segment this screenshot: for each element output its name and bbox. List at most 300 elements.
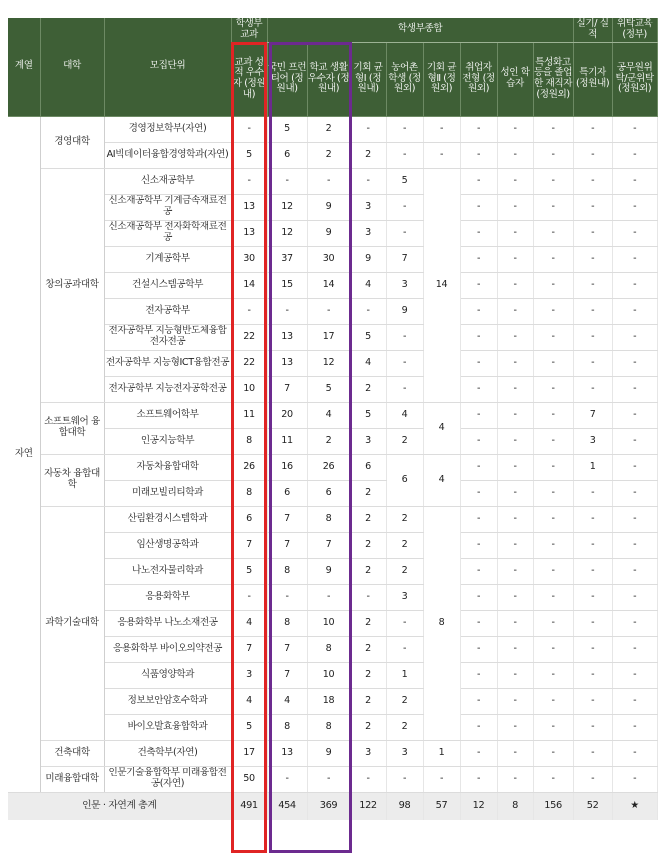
- merged-value-cell: 6: [386, 454, 423, 506]
- value-cell: 6: [350, 454, 386, 480]
- value-cell: 8: [307, 506, 350, 532]
- value-cell: 7: [307, 532, 350, 558]
- value-cell: -: [350, 298, 386, 324]
- value-cell: 7: [267, 506, 307, 532]
- value-cell: 8: [307, 636, 350, 662]
- value-cell: 26: [231, 454, 267, 480]
- value-cell: -: [497, 350, 533, 376]
- value-cell: -: [612, 402, 657, 428]
- value-cell: -: [573, 168, 612, 194]
- value-cell: -: [460, 324, 497, 350]
- table-row: [8, 584, 657, 610]
- value-cell: 15: [267, 272, 307, 298]
- value-cell: 11: [231, 402, 267, 428]
- value-cell: -: [612, 480, 657, 506]
- table-row: [8, 480, 657, 506]
- value-cell: 7: [231, 636, 267, 662]
- header-col-10: 공무원위탁/군위탁 (정원외): [612, 42, 657, 116]
- value-cell: -: [573, 298, 612, 324]
- value-cell: 8: [267, 610, 307, 636]
- value-cell: -: [533, 740, 573, 766]
- total-value-cell: 491: [231, 792, 267, 820]
- value-cell: 8: [231, 428, 267, 454]
- value-cell: -: [497, 532, 533, 558]
- value-cell: 14: [307, 272, 350, 298]
- value-cell: -: [533, 350, 573, 376]
- value-cell: 6: [267, 142, 307, 168]
- table-row: [8, 636, 657, 662]
- value-cell: 2: [350, 610, 386, 636]
- value-cell: 8: [231, 480, 267, 506]
- value-cell: -: [573, 324, 612, 350]
- header-col-4: 농어촌 학생 (정원외): [386, 42, 423, 116]
- table-row: [8, 428, 657, 454]
- value-cell: 16: [267, 454, 307, 480]
- unit-cell: 나노전자물리학과: [104, 558, 231, 584]
- value-cell: -: [497, 662, 533, 688]
- value-cell: 2: [350, 662, 386, 688]
- value-cell: -: [612, 298, 657, 324]
- value-cell: 13: [267, 324, 307, 350]
- table-row: [8, 142, 657, 168]
- value-cell: -: [460, 766, 497, 792]
- value-cell: -: [573, 116, 612, 142]
- value-cell: 7: [386, 246, 423, 272]
- value-cell: -: [497, 272, 533, 298]
- value-cell: -: [350, 168, 386, 194]
- value-cell: -: [612, 584, 657, 610]
- value-cell: -: [460, 610, 497, 636]
- unit-cell: 전자공학부 지능형반도체융합전자전공: [104, 324, 231, 350]
- header-group-wetak: 위탁교육 (정부): [612, 18, 657, 42]
- value-cell: -: [497, 480, 533, 506]
- unit-cell: 바이오발효융합학과: [104, 714, 231, 740]
- unit-cell: 건설시스템공학부: [104, 272, 231, 298]
- table-row: [8, 220, 657, 246]
- unit-cell: 전자공학부 지능전자공학전공: [104, 376, 231, 402]
- value-cell: -: [533, 714, 573, 740]
- table-row: [8, 662, 657, 688]
- value-cell: -: [497, 714, 533, 740]
- unit-cell: 소프트웨어학부: [104, 402, 231, 428]
- value-cell: -: [460, 376, 497, 402]
- value-cell: -: [612, 714, 657, 740]
- value-cell: 4: [231, 610, 267, 636]
- header-col-8: 특성화고 등을 졸업한 재직자 (정원외): [533, 42, 573, 116]
- value-cell: -: [460, 454, 497, 480]
- value-cell: 2: [350, 532, 386, 558]
- value-cell: 2: [307, 428, 350, 454]
- table-row: [8, 168, 657, 194]
- table-row: [8, 766, 657, 792]
- value-cell: -: [573, 194, 612, 220]
- header-unit: 모집단위: [104, 18, 231, 116]
- value-cell: -: [533, 116, 573, 142]
- value-cell: -: [533, 610, 573, 636]
- value-cell: -: [460, 168, 497, 194]
- value-cell: -: [267, 584, 307, 610]
- value-cell: -: [497, 740, 533, 766]
- value-cell: 12: [267, 220, 307, 246]
- value-cell: -: [573, 480, 612, 506]
- value-cell: -: [497, 246, 533, 272]
- value-cell: 4: [386, 402, 423, 428]
- college-cell: 건축대학: [40, 740, 104, 766]
- value-cell: -: [307, 168, 350, 194]
- total-value-cell: 52: [573, 792, 612, 820]
- value-cell: 6: [231, 506, 267, 532]
- table-row: [8, 194, 657, 220]
- value-cell: 17: [307, 324, 350, 350]
- table-row: [8, 350, 657, 376]
- value-cell: -: [497, 376, 533, 402]
- value-cell: -: [497, 324, 533, 350]
- value-cell: 1: [423, 740, 460, 766]
- value-cell: -: [350, 584, 386, 610]
- value-cell: 4: [267, 688, 307, 714]
- value-cell: 2: [386, 714, 423, 740]
- value-cell: -: [612, 142, 657, 168]
- total-label: 인문 · 자연계 총계: [8, 792, 231, 820]
- value-cell: -: [612, 766, 657, 792]
- college-cell: 창의공과대학: [40, 168, 104, 402]
- value-cell: -: [460, 272, 497, 298]
- value-cell: -: [573, 220, 612, 246]
- value-cell: -: [231, 168, 267, 194]
- header-col-7: 성인 학습자: [497, 42, 533, 116]
- table-row: [8, 714, 657, 740]
- value-cell: 11: [267, 428, 307, 454]
- value-cell: 9: [307, 194, 350, 220]
- value-cell: -: [533, 636, 573, 662]
- value-cell: -: [573, 688, 612, 714]
- college-cell: 자동차 융합대학: [40, 454, 104, 506]
- table-row: [8, 246, 657, 272]
- header-group-silgi: 실기/ 실적: [573, 18, 612, 42]
- value-cell: -: [612, 662, 657, 688]
- value-cell: -: [386, 376, 423, 402]
- value-cell: -: [533, 272, 573, 298]
- merged-value-cell: 4: [423, 402, 460, 454]
- value-cell: -: [460, 220, 497, 246]
- college-cell: 과학기술대학: [40, 506, 104, 740]
- value-cell: 8: [267, 558, 307, 584]
- value-cell: 5: [231, 558, 267, 584]
- unit-cell: 응용화학부 바이오의약전공: [104, 636, 231, 662]
- header-group-jonghap: 학생부종합: [267, 18, 573, 42]
- value-cell: -: [612, 116, 657, 142]
- value-cell: -: [497, 454, 533, 480]
- unit-cell: 자동차융합대학: [104, 454, 231, 480]
- value-cell: -: [573, 740, 612, 766]
- value-cell: -: [612, 610, 657, 636]
- value-cell: -: [573, 506, 612, 532]
- value-cell: -: [460, 428, 497, 454]
- unit-cell: 응용화학부: [104, 584, 231, 610]
- value-cell: 3: [231, 662, 267, 688]
- value-cell: 2: [386, 506, 423, 532]
- total-value-cell: 57: [423, 792, 460, 820]
- value-cell: -: [612, 272, 657, 298]
- value-cell: -: [612, 350, 657, 376]
- value-cell: -: [460, 740, 497, 766]
- value-cell: -: [386, 636, 423, 662]
- value-cell: -: [423, 116, 460, 142]
- value-cell: 12: [267, 194, 307, 220]
- value-cell: -: [386, 142, 423, 168]
- table-row: [8, 298, 657, 324]
- total-value-cell: 12: [460, 792, 497, 820]
- value-cell: -: [497, 402, 533, 428]
- total-value-cell: 98: [386, 792, 423, 820]
- value-cell: -: [497, 636, 533, 662]
- header-col-2: 학교 생활 우수자 (정원내): [307, 42, 350, 116]
- total-value-cell: 8: [497, 792, 533, 820]
- value-cell: 5: [231, 714, 267, 740]
- value-cell: 4: [231, 688, 267, 714]
- value-cell: -: [612, 220, 657, 246]
- value-cell: 20: [267, 402, 307, 428]
- value-cell: 2: [350, 714, 386, 740]
- value-cell: -: [460, 350, 497, 376]
- unit-cell: 정보보안암호수학과: [104, 688, 231, 714]
- value-cell: 2: [350, 636, 386, 662]
- value-cell: -: [533, 376, 573, 402]
- value-cell: -: [533, 532, 573, 558]
- value-cell: -: [533, 168, 573, 194]
- value-cell: -: [533, 662, 573, 688]
- value-cell: -: [460, 636, 497, 662]
- table-row: [8, 272, 657, 298]
- value-cell: -: [573, 142, 612, 168]
- value-cell: 2: [386, 558, 423, 584]
- value-cell: 2: [307, 142, 350, 168]
- value-cell: 14: [231, 272, 267, 298]
- unit-cell: 임산생명공학과: [104, 532, 231, 558]
- value-cell: -: [612, 194, 657, 220]
- value-cell: 9: [350, 246, 386, 272]
- value-cell: -: [573, 662, 612, 688]
- value-cell: -: [612, 428, 657, 454]
- value-cell: -: [460, 116, 497, 142]
- value-cell: -: [612, 740, 657, 766]
- value-cell: 3: [350, 428, 386, 454]
- unit-cell: 식품영양학과: [104, 662, 231, 688]
- value-cell: -: [533, 480, 573, 506]
- value-cell: 3: [350, 220, 386, 246]
- value-cell: -: [533, 506, 573, 532]
- value-cell: -: [460, 298, 497, 324]
- value-cell: -: [386, 766, 423, 792]
- value-cell: -: [386, 324, 423, 350]
- value-cell: -: [497, 194, 533, 220]
- value-cell: -: [497, 142, 533, 168]
- value-cell: -: [350, 766, 386, 792]
- value-cell: 13: [267, 350, 307, 376]
- table-row: [8, 610, 657, 636]
- category-cell: 자연: [8, 116, 40, 792]
- value-cell: -: [533, 402, 573, 428]
- total-row: [8, 792, 657, 820]
- value-cell: 3: [386, 272, 423, 298]
- value-cell: 4: [350, 272, 386, 298]
- table-row: [8, 532, 657, 558]
- value-cell: -: [460, 558, 497, 584]
- value-cell: -: [307, 298, 350, 324]
- value-cell: -: [533, 766, 573, 792]
- value-cell: 2: [350, 558, 386, 584]
- table-row: [8, 402, 657, 428]
- value-cell: -: [573, 376, 612, 402]
- value-cell: 3: [350, 740, 386, 766]
- value-cell: 3: [350, 194, 386, 220]
- value-cell: -: [612, 688, 657, 714]
- header-college: 대학: [40, 18, 104, 116]
- value-cell: -: [533, 584, 573, 610]
- unit-cell: 신소재공학부 기계금속재료전공: [104, 194, 231, 220]
- value-cell: -: [573, 766, 612, 792]
- value-cell: -: [267, 168, 307, 194]
- value-cell: -: [533, 246, 573, 272]
- value-cell: 13: [231, 194, 267, 220]
- value-cell: 5: [231, 142, 267, 168]
- value-cell: 10: [231, 376, 267, 402]
- unit-cell: 건축학부(자연): [104, 740, 231, 766]
- value-cell: -: [533, 324, 573, 350]
- table-row: [8, 506, 657, 532]
- value-cell: 22: [231, 324, 267, 350]
- value-cell: -: [460, 506, 497, 532]
- value-cell: -: [350, 116, 386, 142]
- value-cell: -: [497, 584, 533, 610]
- value-cell: 2: [386, 532, 423, 558]
- value-cell: 2: [386, 688, 423, 714]
- value-cell: -: [460, 688, 497, 714]
- table-row: [8, 558, 657, 584]
- value-cell: 5: [350, 402, 386, 428]
- value-cell: 18: [307, 688, 350, 714]
- value-cell: 5: [386, 168, 423, 194]
- value-cell: -: [573, 636, 612, 662]
- value-cell: -: [497, 116, 533, 142]
- unit-cell: 응용화학부 나노소재전공: [104, 610, 231, 636]
- header-col-9: 특기자 (정원내): [573, 42, 612, 116]
- value-cell: -: [612, 506, 657, 532]
- value-cell: -: [497, 766, 533, 792]
- value-cell: 2: [350, 688, 386, 714]
- value-cell: -: [460, 194, 497, 220]
- value-cell: -: [460, 142, 497, 168]
- value-cell: -: [533, 428, 573, 454]
- value-cell: 9: [307, 220, 350, 246]
- total-value-cell: 122: [350, 792, 386, 820]
- value-cell: -: [497, 298, 533, 324]
- unit-cell: 기계공학부: [104, 246, 231, 272]
- college-cell: 소프트웨어 융합대학: [40, 402, 104, 454]
- value-cell: 3: [386, 584, 423, 610]
- value-cell: 1: [386, 662, 423, 688]
- value-cell: -: [460, 584, 497, 610]
- value-cell: -: [573, 246, 612, 272]
- value-cell: 5: [267, 116, 307, 142]
- value-cell: 9: [307, 740, 350, 766]
- value-cell: -: [231, 584, 267, 610]
- value-cell: 2: [350, 142, 386, 168]
- merged-value-cell: 14: [423, 168, 460, 402]
- header-col-0: 교과 성적 우수자 (정원내): [231, 42, 267, 116]
- value-cell: -: [497, 168, 533, 194]
- value-cell: 7: [573, 402, 612, 428]
- value-cell: -: [307, 766, 350, 792]
- value-cell: 6: [267, 480, 307, 506]
- value-cell: -: [612, 376, 657, 402]
- header-col-6: 취업자 전형 (정원외): [460, 42, 497, 116]
- college-cell: 미래융합대학: [40, 766, 104, 792]
- value-cell: -: [497, 428, 533, 454]
- merged-value-cell: 8: [423, 506, 460, 740]
- value-cell: -: [460, 480, 497, 506]
- merged-value-cell: 4: [423, 454, 460, 506]
- unit-cell: 전자공학부: [104, 298, 231, 324]
- value-cell: 4: [307, 402, 350, 428]
- value-cell: -: [533, 688, 573, 714]
- unit-cell: AI빅데이터융합경영학과(자연): [104, 142, 231, 168]
- value-cell: -: [573, 272, 612, 298]
- total-value-cell: 156: [533, 792, 573, 820]
- table-row: [8, 324, 657, 350]
- value-cell: -: [460, 246, 497, 272]
- header-group-gyogwa: 학생부 교과: [231, 18, 267, 42]
- value-cell: 4: [350, 350, 386, 376]
- value-cell: -: [307, 584, 350, 610]
- unit-cell: 경영정보학부(자연): [104, 116, 231, 142]
- value-cell: -: [267, 766, 307, 792]
- value-cell: 17: [231, 740, 267, 766]
- value-cell: -: [497, 610, 533, 636]
- value-cell: 30: [231, 246, 267, 272]
- value-cell: 37: [267, 246, 307, 272]
- total-value-cell: 454: [267, 792, 307, 820]
- value-cell: 10: [307, 610, 350, 636]
- table-row: [8, 688, 657, 714]
- value-cell: -: [460, 532, 497, 558]
- value-cell: -: [533, 454, 573, 480]
- value-cell: -: [386, 116, 423, 142]
- value-cell: -: [423, 142, 460, 168]
- value-cell: 8: [307, 714, 350, 740]
- table-row: [8, 740, 657, 766]
- value-cell: -: [533, 558, 573, 584]
- unit-cell: 인공지능학부: [104, 428, 231, 454]
- value-cell: -: [497, 220, 533, 246]
- value-cell: -: [231, 116, 267, 142]
- value-cell: -: [386, 350, 423, 376]
- value-cell: -: [533, 142, 573, 168]
- value-cell: -: [386, 610, 423, 636]
- value-cell: 2: [386, 428, 423, 454]
- table-row: [8, 116, 657, 142]
- value-cell: -: [612, 454, 657, 480]
- value-cell: 13: [267, 740, 307, 766]
- value-cell: -: [423, 766, 460, 792]
- value-cell: -: [497, 688, 533, 714]
- value-cell: 13: [231, 220, 267, 246]
- value-cell: -: [612, 324, 657, 350]
- value-cell: 2: [350, 480, 386, 506]
- value-cell: -: [497, 506, 533, 532]
- value-cell: -: [460, 714, 497, 740]
- value-cell: 7: [231, 532, 267, 558]
